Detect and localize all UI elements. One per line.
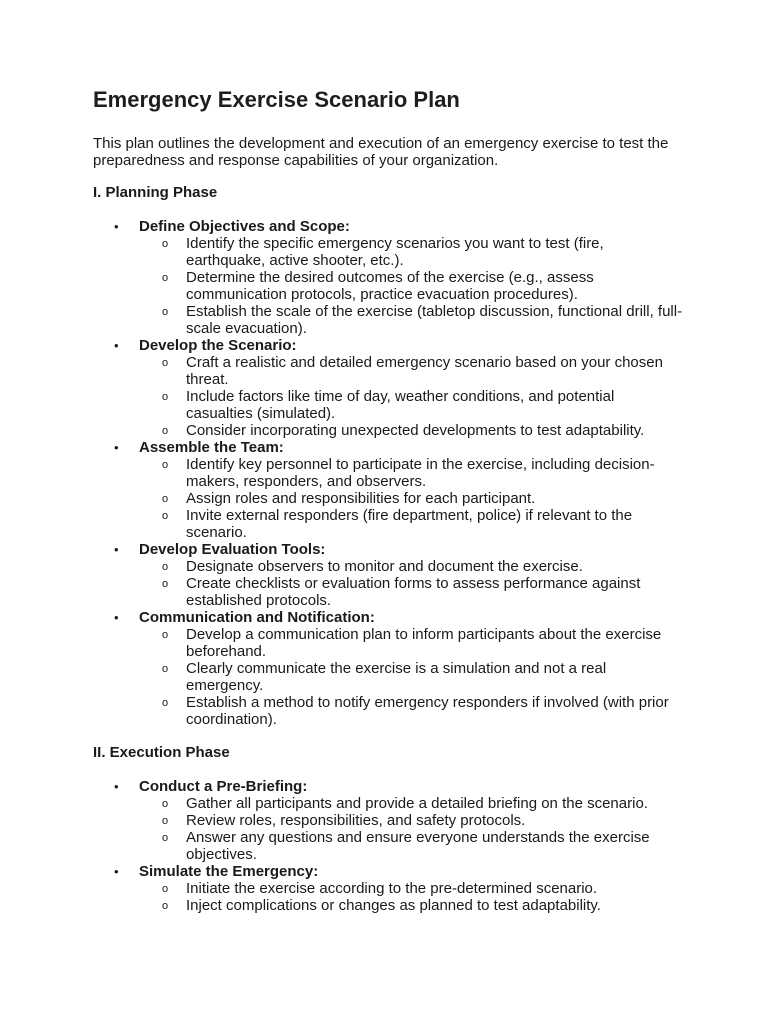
sub-list [139, 880, 683, 914]
circle-bullet-icon: o [162, 425, 169, 437]
circle-bullet-icon: o [162, 306, 169, 318]
bullet-icon: • [114, 542, 119, 557]
sub-list [139, 456, 683, 541]
sub-list-item-text: Craft a realistic and detailed emergency scenario based on your chosen threat. [186, 354, 663, 388]
sub-list-item [139, 558, 683, 575]
bullet-icon: • [114, 610, 119, 625]
sub-list-item [139, 303, 683, 337]
bullet-icon: • [114, 219, 119, 234]
circle-bullet-icon: o [162, 510, 169, 522]
sub-list-item [139, 795, 683, 812]
circle-bullet-icon: o [162, 798, 169, 810]
circle-bullet-icon: o [162, 561, 169, 573]
bullet-icon: • [114, 440, 119, 455]
list-item-title: Assemble the Team: [139, 439, 284, 456]
bullet-icon: • [114, 864, 119, 879]
sub-list-item [139, 575, 683, 609]
section-list [93, 778, 683, 914]
list-item [93, 609, 683, 728]
sub-list-item-text: Initiate the exercise according to the pre-determined scenario. [186, 880, 598, 897]
bullet-icon: • [114, 338, 119, 353]
sub-list-item [139, 880, 683, 897]
circle-bullet-icon: o [162, 391, 169, 403]
list-item-title: Develop Evaluation Tools: [139, 541, 326, 558]
list-item [93, 863, 683, 914]
sub-list-item [139, 354, 683, 388]
sub-list-item [139, 490, 683, 507]
intro-paragraph: This plan outlines the development and execution of an emergency exercise to test the preparedness and response capabilities of your organization. [93, 135, 669, 169]
sub-list-item [139, 626, 683, 660]
sub-list-item-text: Inject complications or changes as planned to test adaptability. [186, 897, 601, 914]
sub-list-item-text: Identify key personnel to participate in the exercise, including decision-makers, responders, and observers. [186, 456, 655, 490]
list-item-title: Define Objectives and Scope: [139, 218, 350, 235]
circle-bullet-icon: o [162, 815, 169, 827]
sub-list-item [139, 507, 683, 541]
sub-list-item [139, 812, 683, 829]
section-heading: I. Planning Phase [93, 184, 218, 201]
sub-list-item-text: Gather all participants and provide a detailed briefing on the scenario. [186, 795, 648, 812]
document-sections [93, 184, 683, 914]
sub-list-item [139, 269, 683, 303]
sub-list-item-text: Establish a method to notify emergency responders if involved (with prior coordination). [186, 694, 669, 728]
sub-list-item [139, 422, 683, 439]
sub-list [139, 795, 683, 863]
sub-list-item-text: Review roles, responsibilities, and safety protocols. [186, 812, 526, 829]
document-page [93, 86, 683, 914]
sub-list-item [139, 829, 683, 863]
circle-bullet-icon: o [162, 832, 169, 844]
sub-list-item-text: Clearly communicate the exercise is a simulation and not a real emergency. [186, 660, 607, 694]
circle-bullet-icon: o [162, 578, 169, 590]
list-item [93, 337, 683, 439]
circle-bullet-icon: o [162, 459, 169, 471]
list-item-title: Conduct a Pre-Briefing: [139, 778, 308, 795]
sub-list-item [139, 897, 683, 914]
sub-list [139, 354, 683, 439]
circle-bullet-icon: o [162, 900, 169, 912]
sub-list-item-text: Develop a communication plan to inform participants about the exercise beforehand. [186, 626, 662, 660]
sub-list-item-text: Create checklists or evaluation forms to assess performance against established protocols. [186, 575, 641, 609]
sub-list-item-text: Establish the scale of the exercise (tabletop discussion, functional drill, full-scale evacuation). [186, 303, 683, 337]
circle-bullet-icon: o [162, 697, 169, 709]
sub-list [139, 626, 683, 728]
sub-list-item-text: Identify the specific emergency scenarios you want to test (fire, earthquake, active shooter, etc.). [186, 235, 604, 269]
circle-bullet-icon: o [162, 238, 169, 250]
circle-bullet-icon: o [162, 663, 169, 675]
sub-list-item [139, 456, 683, 490]
list-item [93, 218, 683, 337]
sub-list-item-text: Invite external responders (fire department, police) if relevant to the scenario. [186, 507, 633, 541]
bullet-icon: • [114, 779, 119, 794]
circle-bullet-icon: o [162, 493, 169, 505]
list-item [93, 541, 683, 609]
sub-list-item [139, 235, 683, 269]
circle-bullet-icon: o [162, 272, 169, 284]
section-list [93, 218, 683, 728]
sub-list-item-text: Consider incorporating unexpected developments to test adaptability. [186, 422, 645, 439]
sub-list-item [139, 660, 683, 694]
list-item-title: Simulate the Emergency: [139, 863, 319, 880]
sub-list [139, 558, 683, 609]
list-item [93, 439, 683, 541]
list-item-title: Develop the Scenario: [139, 337, 297, 354]
circle-bullet-icon: o [162, 357, 169, 369]
section-heading: II. Execution Phase [93, 744, 230, 761]
sub-list-item-text: Include factors like time of day, weather conditions, and potential casualties (simulated). [186, 388, 615, 422]
circle-bullet-icon: o [162, 883, 169, 895]
sub-list [139, 235, 683, 337]
document-title: Emergency Exercise Scenario Plan [93, 87, 460, 112]
list-item-title: Communication and Notification: [139, 609, 375, 626]
sub-list-item-text: Answer any questions and ensure everyone understands the exercise objectives. [186, 829, 650, 863]
circle-bullet-icon: o [162, 629, 169, 641]
list-item [93, 778, 683, 863]
sub-list-item-text: Determine the desired outcomes of the exercise (e.g., assess communication protocols, practice evacuation procedures). [186, 269, 594, 303]
sub-list-item [139, 694, 683, 728]
sub-list-item-text: Assign roles and responsibilities for each participant. [186, 490, 536, 507]
sub-list-item-text: Designate observers to monitor and document the exercise. [186, 558, 583, 575]
sub-list-item [139, 388, 683, 422]
